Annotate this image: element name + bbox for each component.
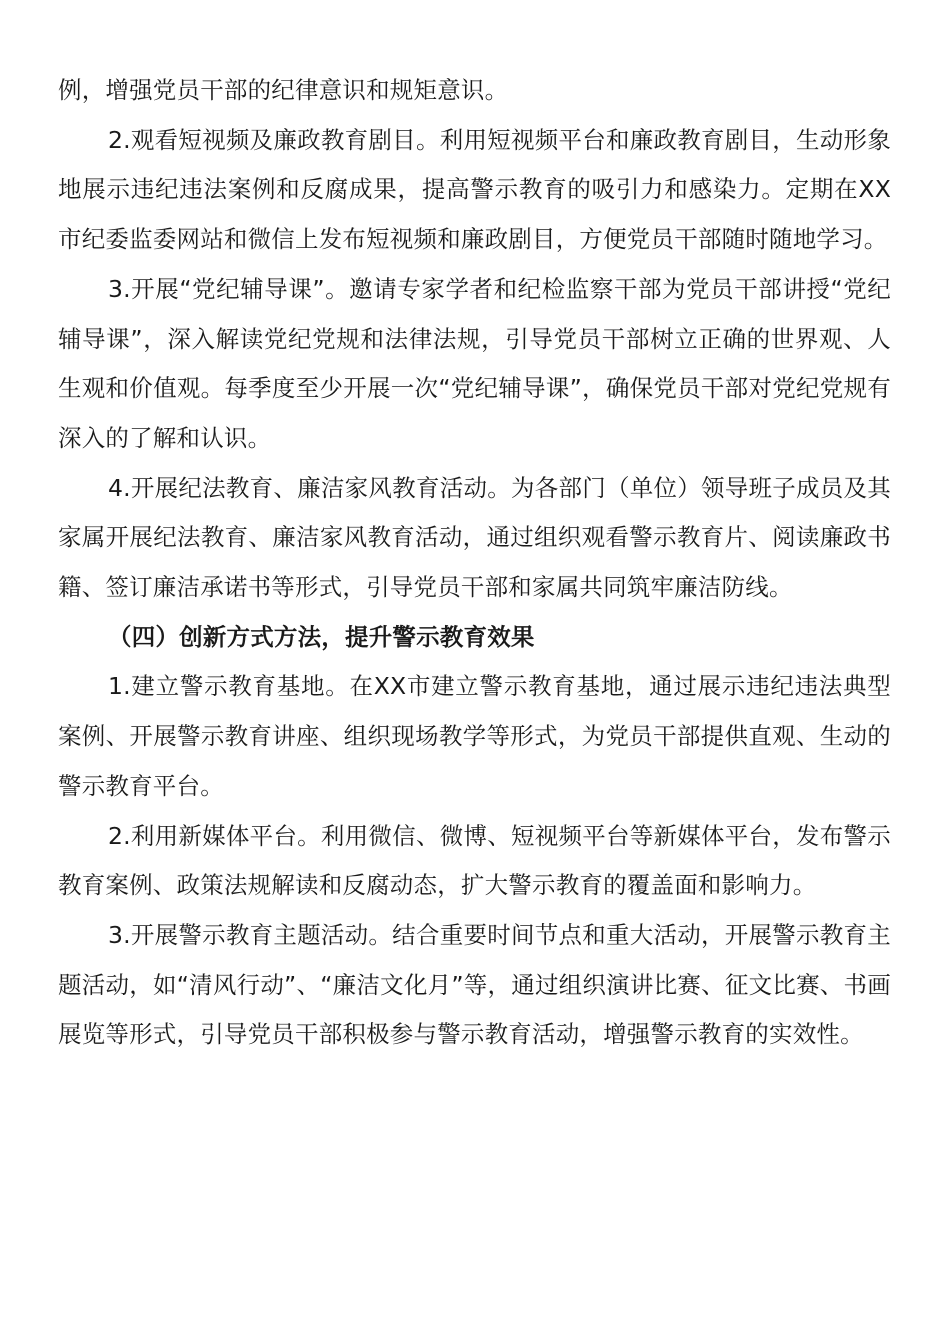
paragraph-item-theme-activities: 3.开展警示教育主题活动。结合重要时间节点和重大活动，开展警示教育主题活动，如“清风行动”、“廉洁文化月”等，通过组织演讲比赛、征文比赛、书画展览等形式，引导党员干部积极参与警示教育活动，增强警示教育的实效性。 [58,920,891,1049]
paragraph-item-new-media: 2.利用新媒体平台。利用微信、微博、短视频平台等新媒体平台，发布警示教育案例、政策法规解读和反腐动态，扩大警示教育的覆盖面和影响力。 [58,821,891,900]
document-body [58,66,891,1060]
paragraph-continuation: 例，增强党员干部的纪律意识和规矩意识。 [58,76,509,104]
paragraph-item-family-education: 4.开展纪法教育、廉洁家风教育活动。为各部门（单位）领导班子成员及其家属开展纪法教育、廉洁家风教育活动，通过组织观看警示教育片、阅读廉政书籍、签订廉洁承诺书等形式，引导党员干部和家属共同筑牢廉洁防线。 [58,473,891,602]
paragraph-item-short-video: 2.观看短视频及廉政教育剧目。利用短视频平台和廉政教育剧目，生动形象地展示违纪违法案例和反腐成果，提高警示教育的吸引力和感染力。定期在XX市纪委监委网站和微信上发布短视频和廉政剧目，方便党员干部随时随地学习。 [58,125,891,254]
paragraph-item-education-base: 1.建立警示教育基地。在XX市建立警示教育基地，通过展示违纪违法典型案例、开展警示教育讲座、组织现场教学等形式，为党员干部提供直观、生动的警示教育平台。 [58,672,891,800]
paragraph-item-discipline-course: 3.开展“党纪辅导课”。邀请专家学者和纪检监察干部为党员干部讲授“党纪辅导课”，深入解读党纪党规和法律法规，引导党员干部树立正确的世界观、人生观和价值观。每季度至少开展一次“党纪辅导课”，确保党员干部对党纪党规有深入的了解和认识。 [58,274,891,452]
section-heading-four: （四）创新方式方法，提升警示教育效果 [108,622,535,651]
